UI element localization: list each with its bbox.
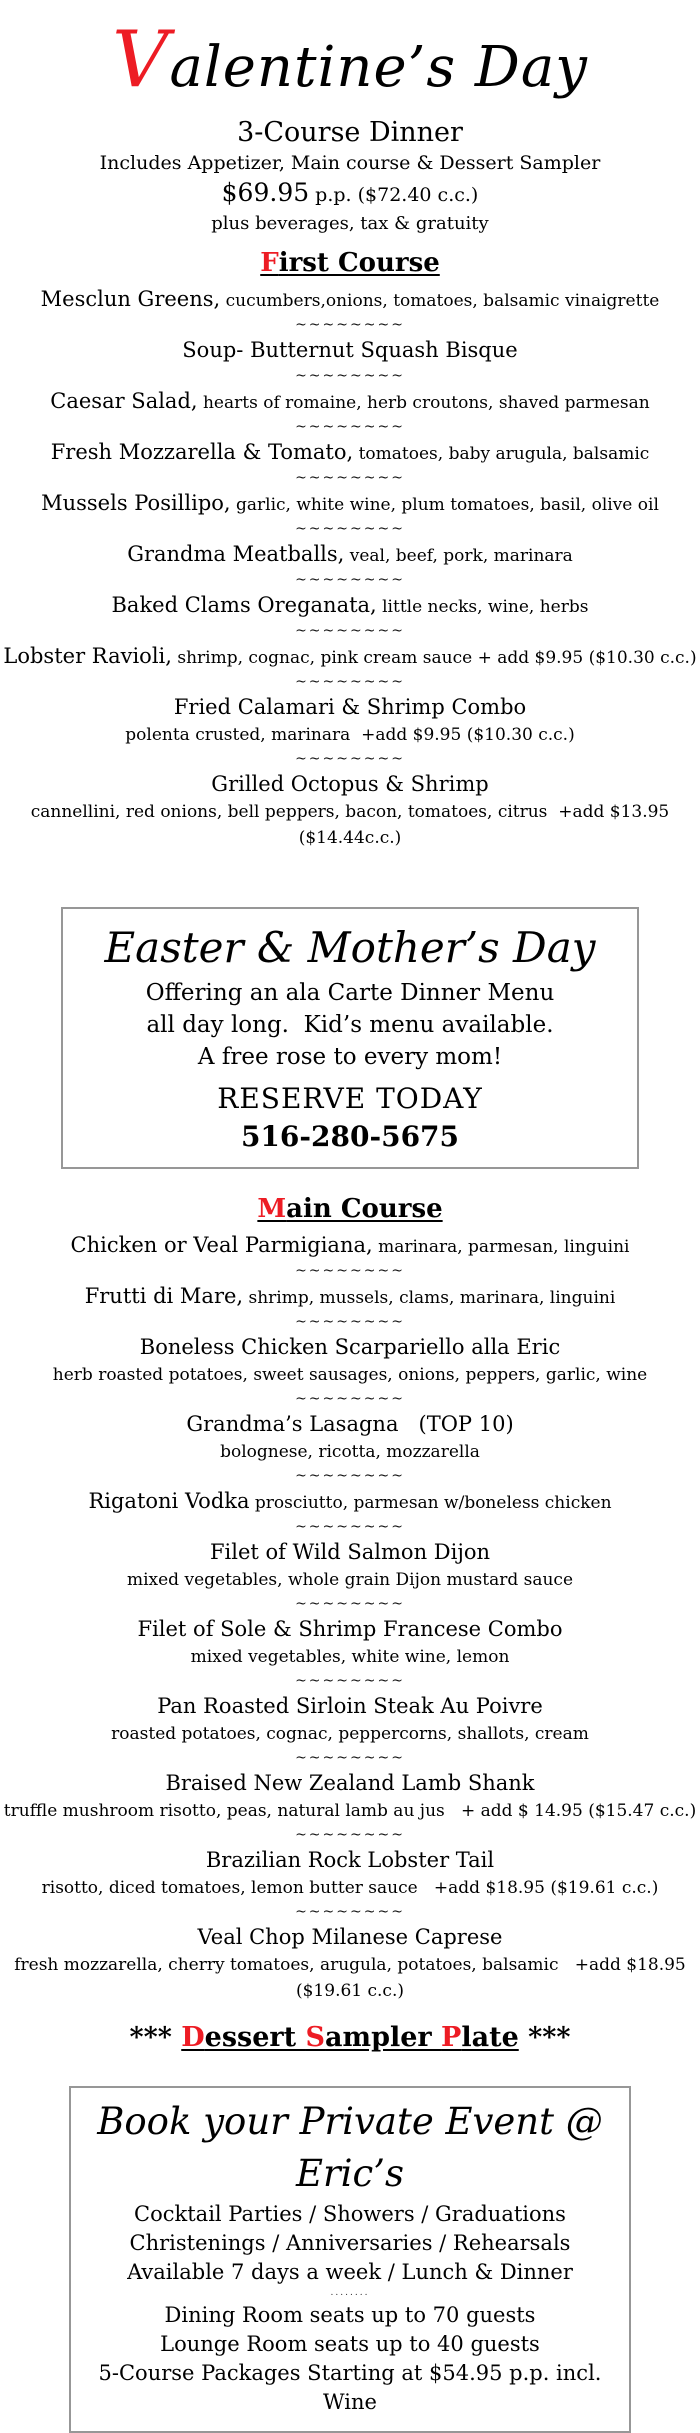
menu-item xyxy=(0,1924,700,2004)
menu-item xyxy=(0,1411,700,1465)
item-separator: ~~~~~~~~ xyxy=(295,1750,405,1766)
dessert-word: late xyxy=(461,2022,519,2053)
item-separator: ~~~~~~~~ xyxy=(295,1827,405,1843)
item-desc: shrimp, cognac, pink cream sauce + add $9.95 ($10.30 c.c.) xyxy=(171,648,697,668)
menu-item xyxy=(0,1770,700,1824)
dessert-stars-right: *** xyxy=(518,2022,571,2053)
item-separator: ~~~~~~~~ xyxy=(295,1673,405,1689)
item-name: Grilled Octopus & Shrimp xyxy=(211,772,489,796)
menu-item xyxy=(0,1616,700,1670)
event-line: Lounge Room seats up to 40 guests xyxy=(160,2332,540,2356)
menu-item xyxy=(0,694,700,748)
item-separator: ~~~~~~~~ xyxy=(295,1596,405,1612)
item-name: Chicken or Veal Parmigiana, xyxy=(70,1233,373,1257)
menu-item xyxy=(0,1693,700,1747)
item-sub: mixed vegetables, white wine, lemon xyxy=(190,1647,510,1667)
price-amount: $69.95 xyxy=(221,178,310,207)
dessert-initial: D xyxy=(181,2022,205,2053)
promo-line: all day long. Kid’s menu available. xyxy=(146,1012,554,1038)
item-separator: ~~~~~~~~ xyxy=(295,521,405,537)
item-name: Mussels Posillipo, xyxy=(41,491,231,515)
price-note: plus beverages, tax & gratuity xyxy=(211,213,489,234)
item-separator: ~~~~~~~~ xyxy=(295,623,405,639)
menu-item xyxy=(0,286,700,314)
menu-item xyxy=(0,771,700,851)
item-name: Caesar Salad, xyxy=(50,389,198,413)
item-name: Boneless Chicken Scarpariello alla Eric xyxy=(139,1335,561,1359)
main-course-heading xyxy=(0,1193,700,1226)
item-desc: veal, beef, pork, marinara xyxy=(344,546,573,566)
heading-rest: irst Course xyxy=(278,248,440,278)
dessert-word: essert xyxy=(204,2022,306,2053)
price-credit: p.p. ($72.40 c.c.) xyxy=(309,184,479,206)
dinner-type: 3-Course Dinner xyxy=(237,117,463,148)
dotted-divider: ........ xyxy=(330,2288,370,2298)
item-name: Brazilian Rock Lobster Tail xyxy=(205,1848,495,1872)
dessert-heading xyxy=(0,2020,700,2056)
menu-item xyxy=(0,337,700,365)
item-name: Frutti di Mare, xyxy=(84,1284,244,1308)
item-name: Lobster Ravioli, xyxy=(3,644,172,668)
dinner-includes: Includes Appetizer, Main course & Dessert Sampler xyxy=(99,152,601,174)
item-separator: ~~~~~~~~ xyxy=(295,1391,405,1407)
title-initial: V xyxy=(112,15,170,105)
menu-item xyxy=(0,643,700,671)
item-sub: herb roasted potatoes, sweet sausages, onions, peppers, garlic, wine xyxy=(52,1365,648,1385)
item-name: Grandma’s Lasagna (TOP 10) xyxy=(186,1412,514,1436)
item-name: Baked Clams Oreganata, xyxy=(111,593,377,617)
item-desc: marinara, parmesan, linguini xyxy=(372,1237,630,1257)
event-line: Christenings / Anniversaries / Rehearsals xyxy=(129,2231,571,2255)
item-separator: ~~~~~~~~ xyxy=(295,419,405,435)
event-line: Cocktail Parties / Showers / Graduations xyxy=(134,2202,566,2226)
private-event-box xyxy=(69,2086,631,2433)
item-desc: prosciutto, parmesan w/boneless chicken xyxy=(249,1493,612,1513)
heading-rest: ain Course xyxy=(286,1194,443,1224)
first-course-items xyxy=(0,286,700,851)
item-name: Fried Calamari & Shrimp Combo xyxy=(173,695,527,719)
title-rest: alentine’s Day xyxy=(169,35,588,100)
event-title: Book your Private Event @ Eric’s xyxy=(97,2100,603,2195)
item-desc: garlic, white wine, plum tomatoes, basil, olive oil xyxy=(230,495,659,515)
item-separator: ~~~~~~~~ xyxy=(295,751,405,767)
event-line: Dining Room seats up to 70 guests xyxy=(164,2303,536,2327)
menu-item xyxy=(0,592,700,620)
event-line: Available 7 days a week / Lunch & Dinner xyxy=(127,2260,573,2284)
dessert-initial: S xyxy=(305,2022,326,2053)
reserve-call-to-action: RESERVE TODAY xyxy=(217,1082,483,1115)
dessert-initial: P xyxy=(441,2022,462,2053)
phone-number: 516-280-5675 xyxy=(240,1120,460,1153)
item-sub: mixed vegetables, whole grain Dijon mustard sauce xyxy=(126,1570,574,1590)
item-name: Soup- Butternut Squash Bisque xyxy=(182,338,518,362)
menu-item xyxy=(0,541,700,569)
item-separator: ~~~~~~~~ xyxy=(295,572,405,588)
item-name: Grandma Meatballs, xyxy=(127,542,345,566)
item-separator: ~~~~~~~~ xyxy=(295,368,405,384)
item-sub: polenta crusted, marinara +add $9.95 ($10.30 c.c.) xyxy=(125,725,575,745)
item-name: Filet of Sole & Shrimp Francese Combo xyxy=(137,1617,563,1641)
item-separator: ~~~~~~~~ xyxy=(295,1468,405,1484)
dessert-word: ampler xyxy=(325,2022,442,2053)
item-separator: ~~~~~~~~ xyxy=(295,317,405,333)
page-title xyxy=(0,0,700,116)
item-desc: hearts of romaine, herb croutons, shaved parmesan xyxy=(197,393,650,413)
item-sub: cannellini, red onions, bell peppers, bacon, tomatoes, citrus +add $13.95 ($14.44c.c.) xyxy=(30,802,675,848)
menu-item xyxy=(0,439,700,467)
menu-item xyxy=(0,490,700,518)
item-desc: cucumbers,onions, tomatoes, balsamic vinaigrette xyxy=(220,291,660,311)
item-name: Mesclun Greens, xyxy=(40,287,221,311)
promo-line: A free rose to every mom! xyxy=(197,1044,503,1070)
item-name: Filet of Wild Salmon Dijon xyxy=(209,1540,490,1564)
item-desc: shrimp, mussels, clams, marinara, linguini xyxy=(243,1288,616,1308)
item-separator: ~~~~~~~~ xyxy=(295,470,405,486)
promo-title: Easter & Mother’s Day xyxy=(104,923,596,972)
menu-item xyxy=(0,1334,700,1388)
item-sub: risotto, diced tomatoes, lemon butter sauce +add $18.95 ($19.61 c.c.) xyxy=(41,1878,659,1898)
item-separator: ~~~~~~~~ xyxy=(295,1519,405,1535)
menu-item xyxy=(0,1539,700,1593)
item-sub: bolognese, ricotta, mozzarella xyxy=(220,1442,480,1462)
item-desc: little necks, wine, herbs xyxy=(376,597,589,617)
menu-item xyxy=(0,1283,700,1311)
heading-initial: M xyxy=(257,1194,287,1224)
item-name: Pan Roasted Sirloin Steak Au Poivre xyxy=(157,1694,543,1718)
item-separator: ~~~~~~~~ xyxy=(295,1904,405,1920)
item-name: Fresh Mozzarella & Tomato, xyxy=(50,440,354,464)
item-separator: ~~~~~~~~ xyxy=(295,1263,405,1279)
main-course-items xyxy=(0,1232,700,2004)
menu-item xyxy=(0,388,700,416)
item-name: Rigatoni Vodka xyxy=(88,1489,250,1513)
menu-item xyxy=(0,1232,700,1260)
item-sub: truffle mushroom risotto, peas, natural lamb au jus + add $ 14.95 ($15.47 c.c.) xyxy=(3,1801,697,1821)
promo-line: Offering an ala Carte Dinner Menu xyxy=(145,980,555,1006)
item-desc: tomatoes, baby arugula, balsamic xyxy=(353,444,650,464)
event-line: 5-Course Packages Starting at $54.95 p.p. incl. Wine xyxy=(98,2361,602,2414)
promo-box xyxy=(61,907,639,1169)
heading-initial: F xyxy=(260,248,279,278)
dessert-stars-left: *** xyxy=(129,2022,182,2053)
first-course-heading xyxy=(0,247,700,280)
item-name: Braised New Zealand Lamb Shank xyxy=(165,1771,535,1795)
item-name: Veal Chop Milanese Caprese xyxy=(197,1925,503,1949)
menu-item xyxy=(0,1488,700,1516)
item-separator: ~~~~~~~~ xyxy=(295,674,405,690)
menu-item xyxy=(0,1847,700,1901)
price-line xyxy=(0,177,700,211)
item-sub: fresh mozzarella, cherry tomatoes, arugula, potatoes, balsamic +add $18.95 ($19.61 c.c.) xyxy=(14,1955,692,2001)
item-separator: ~~~~~~~~ xyxy=(295,1314,405,1330)
item-sub: roasted potatoes, cognac, peppercorns, shallots, cream xyxy=(111,1724,589,1744)
